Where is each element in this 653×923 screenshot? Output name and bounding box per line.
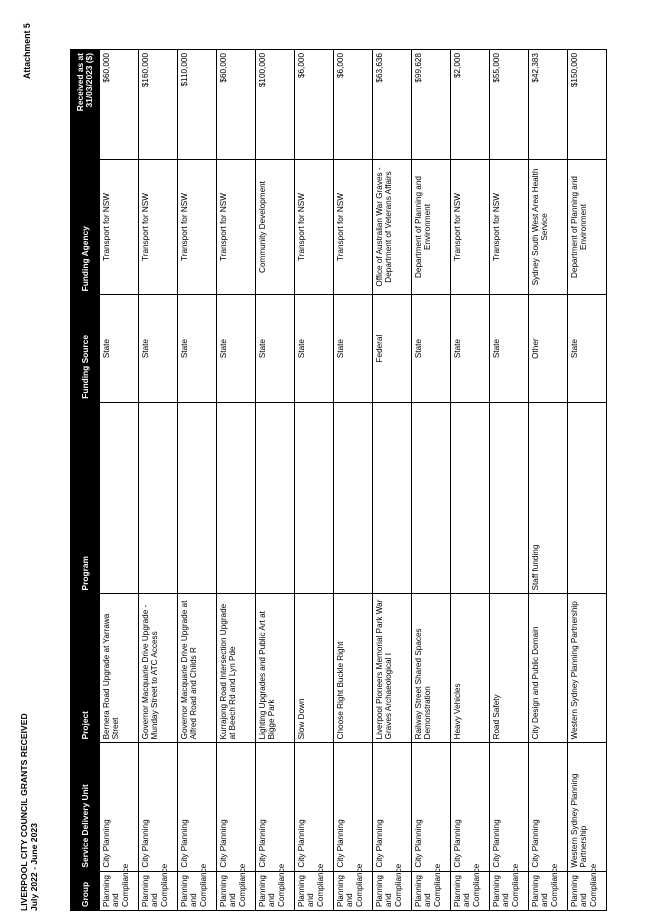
cell-agency: Transport for NSW [100, 159, 139, 295]
cell-source: State [568, 295, 607, 402]
cell-group: Planning and Compliance [529, 871, 568, 910]
cell-group: Planning and Compliance [295, 871, 334, 910]
table-row [568, 50, 607, 911]
cell-agency: Transport for NSW [334, 159, 373, 295]
cell-unit: City Planning [334, 743, 373, 871]
cell-source: Other [529, 295, 568, 402]
col-header-amount-line1: Received as at [75, 53, 85, 112]
table-row [256, 50, 295, 911]
cell-agency: Transport for NSW [451, 159, 490, 295]
table-row [451, 50, 490, 911]
table-row [373, 50, 412, 911]
cell-program [139, 402, 178, 594]
col-header-project: Project [71, 594, 100, 743]
cell-agency: Transport for NSW [217, 159, 256, 295]
cell-program [334, 402, 373, 594]
cell-amount: $60,000 [217, 50, 256, 160]
cell-amount: $150,000 [568, 50, 607, 160]
cell-group: Planning and Compliance [490, 871, 529, 910]
cell-amount: $42,383 [529, 50, 568, 160]
cell-amount: $6,000 [295, 50, 334, 160]
cell-source: State [412, 295, 451, 402]
cell-agency: Transport for NSW [295, 159, 334, 295]
table-row [139, 50, 178, 911]
cell-group: Planning and Compliance [178, 871, 217, 910]
cell-unit: City Planning [373, 743, 412, 871]
cell-program [295, 402, 334, 594]
cell-unit: City Planning [217, 743, 256, 871]
cell-amount: $99,628 [412, 50, 451, 160]
report-header [19, 713, 39, 911]
attachment-label: Attachment 5 [22, 23, 32, 79]
cell-group: Planning and Compliance [334, 871, 373, 910]
cell-program [373, 402, 412, 594]
cell-project: Governor Macquarie Drive Upgrade at Alfred Road and Childs R [178, 594, 217, 743]
cell-group: Planning and Compliance [217, 871, 256, 910]
cell-source: State [217, 295, 256, 402]
cell-group: Planning and Compliance [100, 871, 139, 910]
cell-agency: Department of Planning and Environment [568, 159, 607, 295]
cell-group: Planning and Compliance [451, 871, 490, 910]
cell-program [412, 402, 451, 594]
table-row [490, 50, 529, 911]
cell-amount: $63,636 [373, 50, 412, 160]
cell-program [217, 402, 256, 594]
cell-unit: City Planning [412, 743, 451, 871]
cell-unit: City Planning [529, 743, 568, 871]
table-row [334, 50, 373, 911]
cell-program [451, 402, 490, 594]
cell-agency: Sydney South West Area Health Service [529, 159, 568, 295]
cell-source: State [295, 295, 334, 402]
col-header-agency: Funding Agency [71, 159, 100, 295]
cell-source: State [334, 295, 373, 402]
cell-group: Planning and Compliance [256, 871, 295, 910]
col-header-program: Program [71, 402, 100, 594]
cell-program [178, 402, 217, 594]
cell-group: Planning and Compliance [568, 871, 607, 910]
col-header-source: Funding Source [71, 295, 100, 402]
cell-project: Lighting Upgrades and Public Art at Bigge Park [256, 594, 295, 743]
cell-unit: City Planning [256, 743, 295, 871]
cell-amount: $100,000 [256, 50, 295, 160]
col-header-group: Group [71, 871, 100, 910]
report-title: LIVERPOOL CITY COUNCIL GRANTS RECEIVED [19, 713, 29, 911]
col-header-amount [71, 50, 100, 160]
cell-amount: $55,000 [490, 50, 529, 160]
cell-project: Slow Down [295, 594, 334, 743]
cell-agency: Office of Australian War Graves - Department of Veterans Affairs [373, 159, 412, 295]
cell-unit: City Planning [295, 743, 334, 871]
cell-project: Road Safety [490, 594, 529, 743]
cell-project: Western Sydney Planning Partnership [568, 594, 607, 743]
cell-unit: City Planning [178, 743, 217, 871]
table-header-row [71, 50, 100, 911]
cell-project: Railway Street Shared Spaces Demonstration [412, 594, 451, 743]
cell-unit: City Planning [139, 743, 178, 871]
cell-source: State [451, 295, 490, 402]
cell-unit: City Planning [451, 743, 490, 871]
cell-program [568, 402, 607, 594]
report-period: July 2022 - June 2023 [29, 823, 39, 911]
table-row [178, 50, 217, 911]
cell-project: Liverpool Pioneers Memorial Park War Graves Archaeological I [373, 594, 412, 743]
grants-table [70, 49, 607, 911]
cell-project: Choose Right Buckle Right [334, 594, 373, 743]
col-header-amount-line2: 31/03/2023 ($) [84, 53, 94, 108]
cell-source: State [139, 295, 178, 402]
table-row [217, 50, 256, 911]
cell-source: State [178, 295, 217, 402]
cell-project: City Design and Public Domain [529, 594, 568, 743]
cell-source: Federal [373, 295, 412, 402]
cell-source: State [490, 295, 529, 402]
cell-unit: City Planning [100, 743, 139, 871]
cell-source: State [256, 295, 295, 402]
cell-program [256, 402, 295, 594]
table-row [412, 50, 451, 911]
cell-agency: Transport for NSW [490, 159, 529, 295]
table-row [529, 50, 568, 911]
cell-program [100, 402, 139, 594]
cell-project: Governor Macquarie Drive Upgrade - Munday Street to ATC Access [139, 594, 178, 743]
cell-agency: Transport for NSW [178, 159, 217, 295]
cell-project: Kurrajong Road Intersection Upgrade at Beech Rd and Lyn Pde [217, 594, 256, 743]
cell-source: State [100, 295, 139, 402]
cell-amount: $110,000 [178, 50, 217, 160]
cell-agency: Department of Planning and Environment [412, 159, 451, 295]
cell-unit: Western Sydney Planning Partnership [568, 743, 607, 871]
table-row [295, 50, 334, 911]
cell-program: Staff funding [529, 402, 568, 594]
cell-amount: $160,000 [139, 50, 178, 160]
cell-group: Planning and Compliance [373, 871, 412, 910]
cell-agency: Transport for NSW [139, 159, 178, 295]
cell-amount: $2,000 [451, 50, 490, 160]
cell-amount: $60,000 [100, 50, 139, 160]
table-row [100, 50, 139, 911]
cell-unit: City Planning [490, 743, 529, 871]
cell-project: Heavy Vehicles [451, 594, 490, 743]
col-header-unit: Service Delivery Unit [71, 743, 100, 871]
cell-amount: $6,000 [334, 50, 373, 160]
cell-project: Bernera Road Upgrade at Yarrawa Street [100, 594, 139, 743]
cell-program [490, 402, 529, 594]
cell-group: Planning and Compliance [412, 871, 451, 910]
cell-agency: Community Development [256, 159, 295, 295]
cell-group: Planning and Compliance [139, 871, 178, 910]
